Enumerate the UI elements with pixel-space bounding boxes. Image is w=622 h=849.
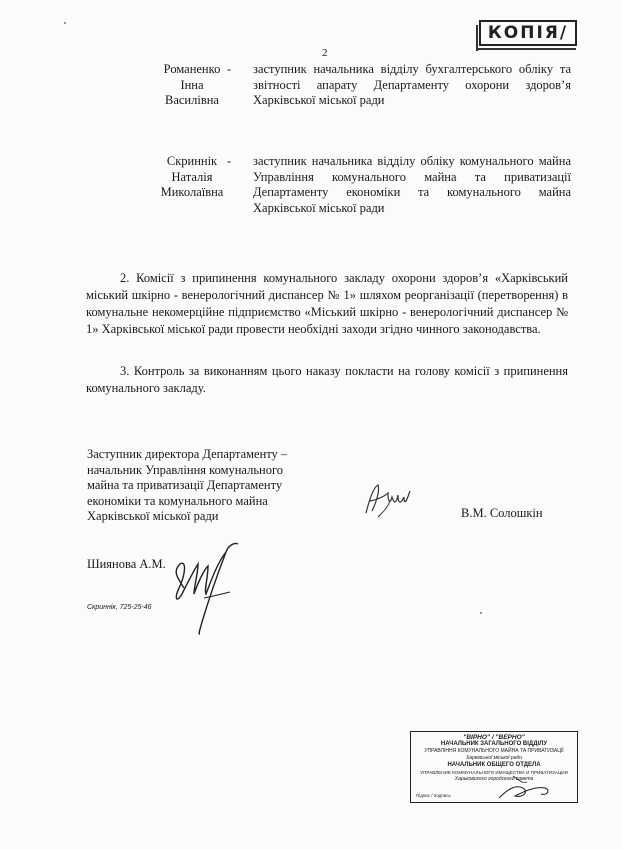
stamp-line: "ВІРНО" / "ВЕРНО" <box>463 734 525 741</box>
member-surname: Скриннік <box>166 154 218 168</box>
stamp-signature-scribble <box>411 732 579 804</box>
member-patronymic: Миколаївна <box>160 185 224 199</box>
author-signature <box>164 538 244 636</box>
signatory-title <box>87 447 287 525</box>
page-number: 2 <box>322 47 328 59</box>
signatory-title-line: майна та приватизації Департаменту <box>87 478 283 492</box>
stamp-line: Харьковского городского совета <box>454 776 534 782</box>
copy-stamp: КОПІЯ/ <box>479 20 577 46</box>
stamp-line: Харківської міської ради <box>465 755 523 761</box>
stamp-line: НАЧАЛЬНИК ОБЩЕГО ОТДЕЛА <box>447 762 541 768</box>
signatory-title-line: Заступник директора Департаменту – <box>87 447 288 461</box>
stamp-signature-label: Підпис / подпись <box>416 793 451 798</box>
member-patronymic: Василівна <box>165 93 219 107</box>
commission-member <box>147 154 577 224</box>
stamp-line: НАЧАЛЬНИК ЗАГАЛЬНОГО ВІДДІЛУ <box>440 741 548 747</box>
scan-speck <box>480 612 482 614</box>
signatory-title-line: економіки та комунального майна <box>87 493 268 508</box>
member-name <box>147 62 237 109</box>
signatory-name: В.М. Солошкін <box>461 506 543 520</box>
signature-mark <box>358 477 418 519</box>
paragraph-3: 3. Контроль за виконанням цього наказу покласти на голову комісії з припинення комунального закладу. <box>86 364 568 395</box>
member-surname: Романенко <box>163 62 221 76</box>
member-first-name: Інна <box>180 77 204 92</box>
member-role: заступник начальника відділу обліку комунального майна Управління комунального майна та приватизації Департаменту економіки та комунального майна Харківської міської ради <box>253 154 571 215</box>
member-name <box>147 154 237 201</box>
signatory-title-line: Харківської міської ради <box>87 509 219 523</box>
stamp-line: УПРАВЛІННЯ КОМУНАЛЬНОГО МАЙНА ТА ПРИВАТИЗАЦІЇ <box>424 748 564 754</box>
stamp-line: УПРАВЛЕНИЕ КОММУНАЛЬНОГО ИМУЩЕСТВА И ПРИВАТИЗАЦИИ <box>420 770 568 775</box>
member-role: заступник начальника відділу бухгалтерського обліку та звітності апарату Департаменту охорони здоров’я Харківської міської ради <box>253 62 571 107</box>
author-name: Шиянова А.М. <box>87 557 166 571</box>
paragraph-2: 2. Комісії з припинення комунального закладу охорони здоров’я «Харківський міський шкірно - венерологічний диспансер № 1» шляхом реорганізації (перетворення) в комунальне некомерційне підприємство «Міський шкірно - венерологічний диспансер № 1» Харківської міської ради провести необхідні заходи згідно чинного законодавства. <box>86 271 568 336</box>
member-first-name: Наталія <box>171 169 213 184</box>
scan-speck <box>64 22 66 24</box>
certification-stamp <box>410 731 578 803</box>
member-dash: - <box>227 154 232 168</box>
member-dash: - <box>227 62 232 76</box>
phone-note: Скриннік, 725-25-46 <box>87 604 152 611</box>
signatory-title-line: начальник Управління комунального <box>87 462 284 477</box>
commission-member <box>147 62 577 112</box>
